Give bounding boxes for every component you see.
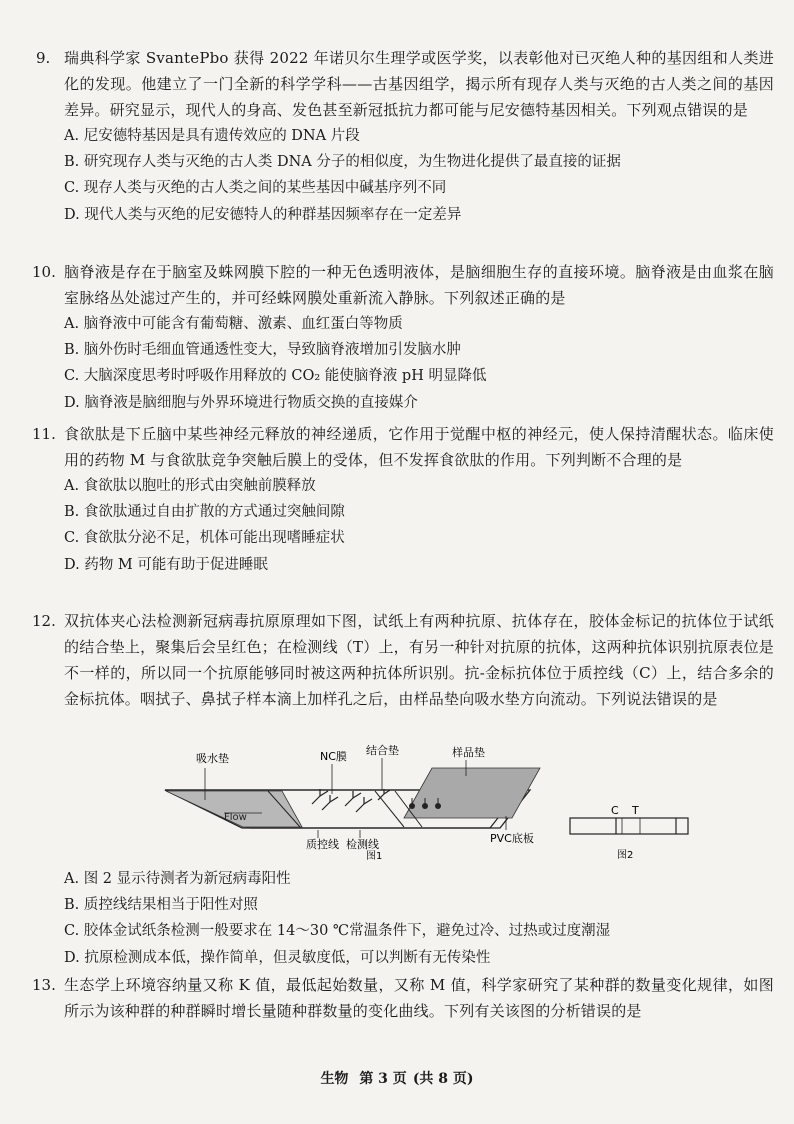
option-d: D. 现代人类与灭绝的尼安德特人的种群基因频率存在一定差异 (64, 206, 462, 223)
option-c: C. 胶体金试纸条检测一般要求在 14～30 ℃常温条件下，避免过冷、过热或过度潮湿 (64, 923, 611, 940)
t-label: T (632, 804, 639, 817)
option-c: C. 食欲肽分泌不足，机体可能出现嗜睡症状 (64, 530, 345, 547)
question-9 (36, 45, 774, 228)
figure-1-caption: 图1 (366, 851, 383, 860)
question-stem: 脑脊液是存在于脑室及蛛网膜下腔的一种无色透明液体，是脑细胞生存的直接环境。脑脊液是由血浆在脑室脉络丛处滤过产生的，并可经蛛网膜处重新流入静脉。下列叙述正确的是 (64, 263, 774, 307)
question-10 (32, 259, 774, 416)
option-a: A. 食欲肽以胞吐的形式由突触前膜释放 (64, 478, 316, 494)
option-a: A. 图 2 显示待测者为新冠病毒阳性 (64, 871, 291, 887)
option-a: A. 脑脊液中可能含有葡萄糖、激素、血红蛋白等物质 (64, 316, 403, 332)
test-strip-figure (0, 742, 794, 860)
nc-membrane-label: NC膜 (320, 750, 347, 763)
option-b: B. 食欲肽通过自由扩散的方式通过突触间隙 (64, 504, 345, 521)
question-number: 12. (32, 612, 56, 630)
question-11 (32, 421, 774, 578)
option-b: B. 研究现存人类与灭绝的古人类 DNA 分子的相似度，为生物进化提供了最直接的证据 (64, 154, 621, 171)
antibody-symbols (312, 789, 390, 812)
absorbent-pad-label: 吸水垫 (196, 752, 229, 765)
option-a: A. 尼安德特基因是具有遗传效应的 DNA 片段 (64, 128, 360, 144)
question-12-options (44, 866, 774, 971)
pvc-label: PVC底板 (490, 832, 534, 845)
footer-subject: 生物 (320, 1071, 349, 1087)
footer-total: (共 8 页) (412, 1071, 474, 1087)
control-line-label: 质控线 (306, 838, 339, 851)
figure-2-caption: 图2 (617, 850, 634, 860)
flow-label: Flow (224, 812, 247, 823)
option-d: D. 脑脊液是脑细胞与外界环境进行物质交换的直接媒介 (64, 394, 418, 411)
figure-2-strip (570, 818, 688, 834)
option-b: B. 质控线结果相当于阳性对照 (64, 897, 258, 914)
test-line-label: 检测线 (346, 838, 379, 851)
option-d: D. 抗原检测成本低，操作简单，但灵敏度低，可以判断有无传染性 (64, 949, 491, 966)
footer-page: 第 3 页 (359, 1071, 407, 1087)
sample-pad-label: 样品垫 (452, 746, 485, 759)
option-c: C. 大脑深度思考时呼吸作用释放的 CO₂ 能使脑脊液 pH 明显降低 (64, 368, 487, 385)
question-number: 11. (32, 425, 56, 443)
page-footer (0, 1068, 794, 1088)
option-c: C. 现存人类与灭绝的古人类之间的某些基因中碱基序列不同 (64, 180, 447, 197)
question-stem: 瑞典科学家 SvantePbo 获得 2022 年诺贝尔生理学或医学奖，以表彰他对已灭绝人种的基因组和人类进化的发现。他建立了一门全新的科学学科——古基因组学，揭示所有现存人类与灭绝的古人类之间的基因差异。研究显示，现代人的身高、发色甚至新冠抵抗力都可能与尼安德特基因相关。下列观点错误的是 (64, 49, 774, 119)
sample-pad-block (404, 768, 540, 818)
question-stem: 食欲肽是下丘脑中某些神经元释放的神经递质，它作用于觉醒中枢的神经元，使人保持清醒状态。临床使用的药物 M 与食欲肽竞争突触后膜上的受体，但不发挥食欲肽的作用。下列判断不合理的是 (64, 425, 774, 469)
conjugate-pad-label: 结合垫 (366, 744, 399, 757)
question-13 (32, 972, 774, 1024)
question-stem: 生态学上环境容纳量又称 K 值，最低起始数量，又称 M 值，科学家研究了某种群的数量变化规律，如图所示为该种群的种群瞬时增长量随种群数量的变化曲线。下列有关该图的分析错误的是 (64, 976, 774, 1020)
question-number: 9. (36, 49, 51, 67)
question-number: 10. (32, 263, 56, 281)
option-b: B. 脑外伤时毛细血管通透性变大，导致脑脊液增加引发脑水肿 (64, 342, 461, 359)
question-12 (32, 608, 774, 712)
question-stem: 双抗体夹心法检测新冠病毒抗原原理如下图，试纸上有两种抗原、抗体存在，胶体金标记的抗体位于试纸的结合垫上，聚集后会呈红色；在检测线（T）上，有另一种针对抗原的抗体，这两种抗体识别抗原表位是不一样的，所以同一个抗原能够同时被这两种抗体所识别。抗-金标抗体位于质控线（C）上，结合多余的金标抗体。咽拭子、鼻拭子样本滴上加样孔之后，由样品垫向吸水垫方向流动。下列说法错误的是 (64, 612, 774, 708)
c-label: C (611, 804, 619, 817)
option-d: D. 药物 M 可能有助于促进睡眠 (64, 556, 268, 573)
question-number: 13. (32, 976, 56, 994)
